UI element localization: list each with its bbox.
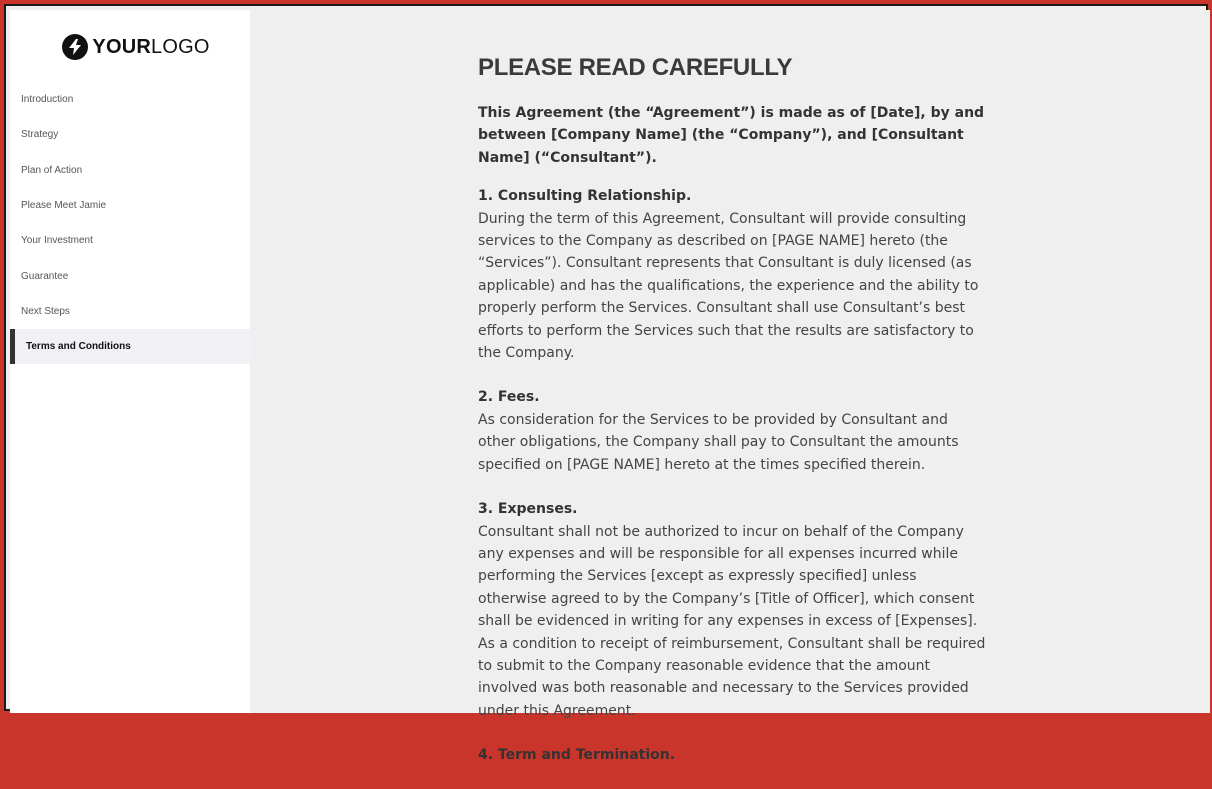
sidebar-item-your-investment[interactable]: Your Investment: [21, 235, 93, 247]
sidebar-item-introduction[interactable]: Introduction: [21, 94, 74, 106]
sidebar-item-terms-and-conditions[interactable]: Terms and Conditions: [10, 329, 250, 364]
section-heading: 4. Term and Termination.: [478, 747, 676, 764]
section-heading: 3. Expenses.: [478, 501, 578, 518]
logo-text: [92, 36, 209, 59]
app-window: [10, 10, 1210, 764]
section-term-and-termination: [478, 744, 988, 766]
section-body: During the term of this Agreement, Consultant will provide consulting services to the Company as described on [PAGE NAME] hereto (the “Services”). Consultant represents that Consultant is duly licensed (as applicable) and has the qualifications, the experience and the ability to properly perform the Services. Consultant shall use Consultant’s best efforts to perform the Services such that the results are satisfactory to the Company.: [478, 210, 979, 362]
logo-text-bold: YOUR: [92, 35, 151, 58]
sidebar-item-please-meet-jamie[interactable]: Please Meet Jamie: [21, 200, 107, 212]
document-body: [478, 54, 988, 789]
logo[interactable]: [22, 10, 250, 82]
section-consulting-relationship: [478, 185, 988, 364]
sidebar-item-next-steps[interactable]: Next Steps: [21, 305, 70, 317]
section-body: Consultant shall not be authorized to incur on behalf of the Company any expenses and will be responsible for all expenses incurred while performing the Services [except as expressly specified] unless otherwise agreed to by the Company’s [Title of Officer], which consent shall be evidenced in writing for any expenses in excess of [Expenses]. As a condition to receipt of reimbursement, Consultant shall be required to submit to the Company reasonable evidence that the amount involved was both reasonable and necessary to the Services provided under this Agreement.: [478, 523, 986, 719]
main-content: [250, 10, 1210, 764]
section-expenses: [478, 498, 988, 722]
sidebar-item-plan-of-action[interactable]: Plan of Action: [21, 164, 83, 176]
sidebar-item-guarantee[interactable]: Guarantee: [21, 270, 69, 282]
section-fees: [478, 386, 988, 476]
lightning-bolt-icon: [62, 34, 88, 60]
section-heading: 2. Fees.: [478, 389, 540, 406]
page-title: PLEASE READ CAREFULLY: [478, 54, 793, 81]
logo-text-light: LOGO: [151, 35, 210, 58]
sidebar-item-strategy[interactable]: Strategy: [21, 129, 59, 141]
section-heading: 1. Consulting Relationship.: [478, 188, 692, 205]
agreement-intro: This Agreement (the “Agreement”) is made as of [Date], by and between [Company Name] (the “Company”), and [Consultant Name] (“Consultant”).: [478, 105, 985, 166]
sidebar-nav: [10, 82, 250, 364]
sidebar: [10, 10, 250, 713]
section-body: As consideration for the Services to be provided by Consultant and other obligations, the Company shall pay to Consultant the amounts specified on [PAGE NAME] hereto at the times specified therein.: [478, 411, 959, 473]
